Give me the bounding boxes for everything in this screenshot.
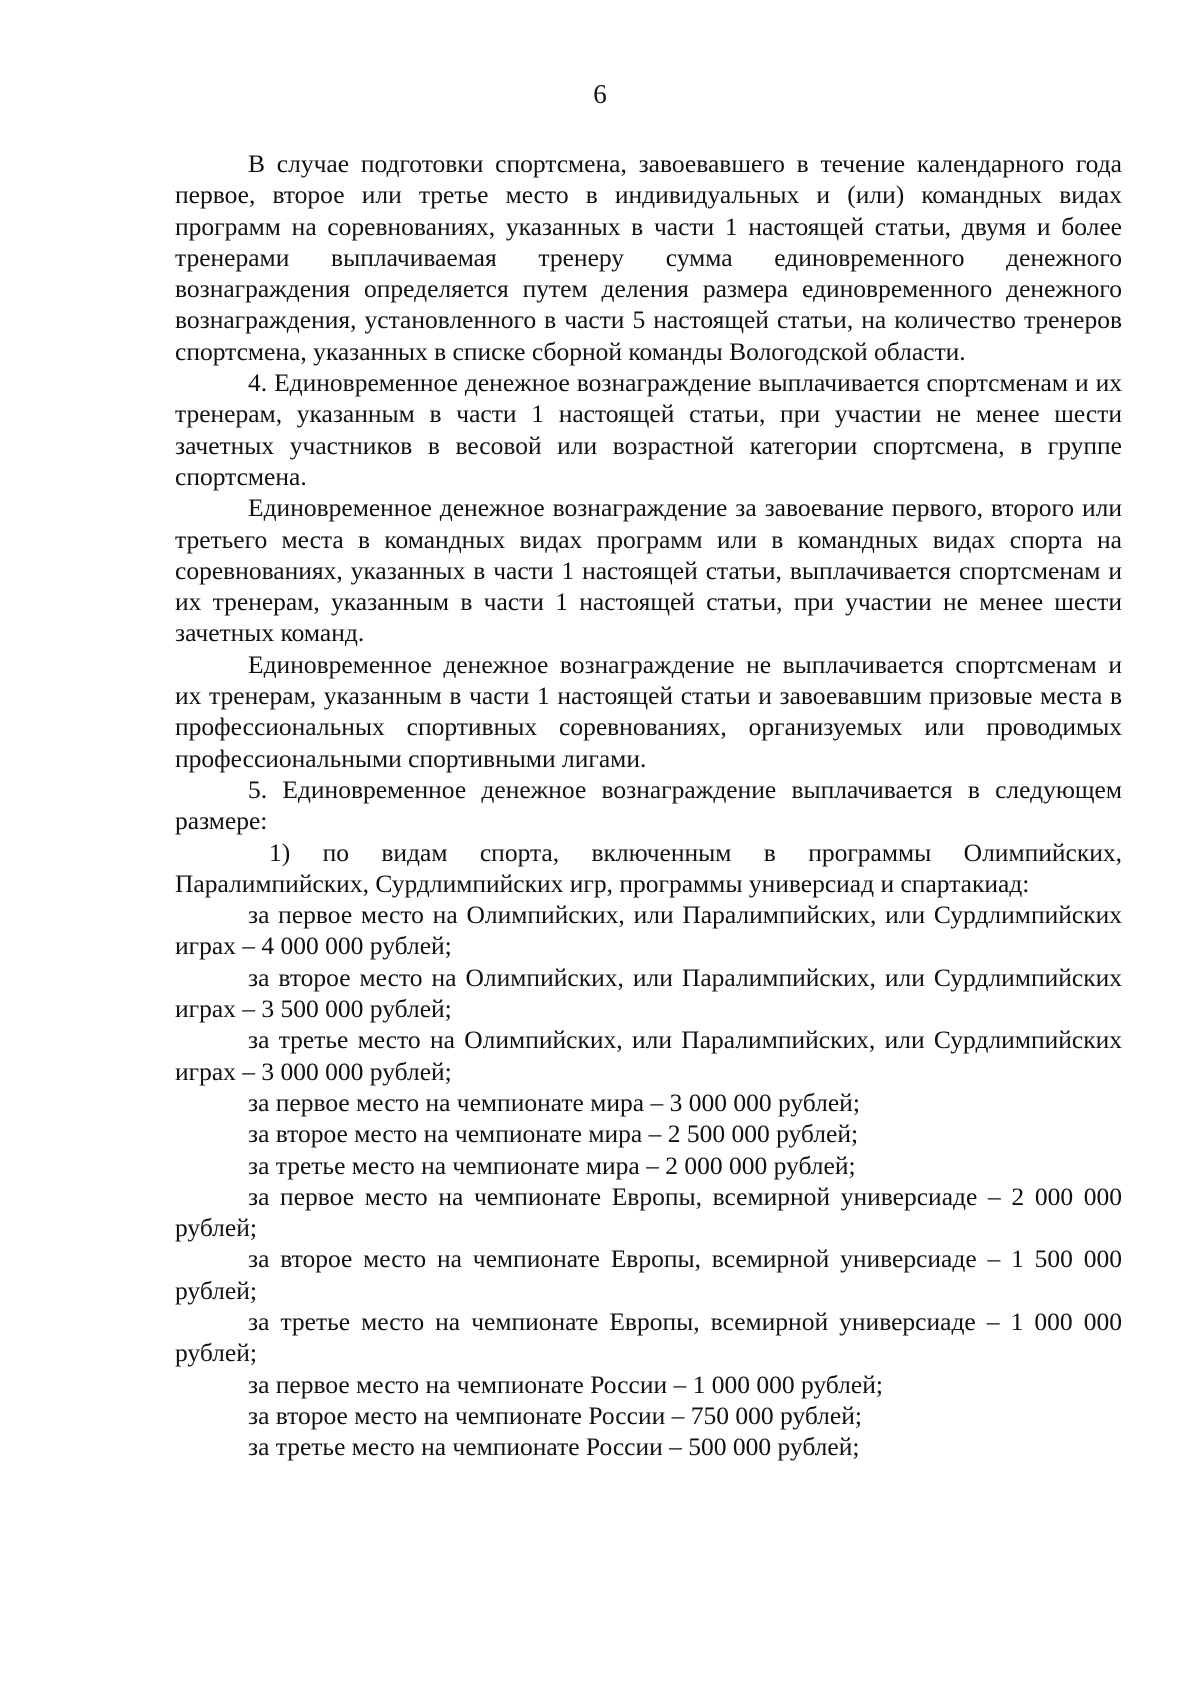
award-europe-third: за третье место на чемпионате Европы, всемирной универсиаде – 1 000 000 рублей; [175,1306,1122,1368]
award-world-first: за первое место на чемпионате мира – 3 000 000 рублей; [248,1087,860,1117]
paragraph-multiple-coaches: В случае подготовки спортсмена, завоевавшего в течение календарного года первое, второе или третье место в индивидуальных и (или) командных видах программ на соревнованиях, указанных в части 1 настоящей статьи, двумя и более тренерами выплачиваемая тренеру сумма единовременного денежного вознаграждения определяется путем деления размера единовременного денежного вознаграждения, установленного в части 5 настоящей статьи, на количество тренеров спортсмена, указанных в списке сборной команды Вологодской области. [175,149,1122,366]
document-body [175,148,1122,1462]
paragraph-section-5: 5. Единовременное денежное вознаграждение выплачивается в следующем размере: [175,774,1122,836]
award-world-second: за второе место на чемпионате мира – 2 500 000 рублей; [248,1119,859,1149]
award-olympic-first: за первое место на Олимпийских, или Паралимпийских, или Сурдлимпийских играх – 4 000 000 рублей; [175,900,1122,961]
award-olympic-second: за второе место на Олимпийских, или Паралимпийских, или Сурдлимпийских играх – 3 500 000 рублей; [175,962,1122,1024]
paragraph-item-1: 1) по видам спорта, включенным в программы Олимпийских, Паралимпийских, Сурдлимпийских игр, программы универсиад и спартакиад: [175,837,1122,898]
award-russia-first: за первое место на чемпионате России – 1 000 000 рублей; [248,1369,883,1399]
page-number: 6 [593,79,607,109]
award-world-third: за третье место на чемпионате мира – 2 000 000 рублей; [248,1150,856,1180]
award-europe-first: за первое место на чемпионате Европы, всемирной универсиаде – 2 000 000 рублей; [175,1181,1122,1243]
paragraph-section-4: 4. Единовременное денежное вознаграждение выплачивается спортсменам и их тренерам, указанным в части 1 настоящей статьи, при участии не менее шести зачетных участников в весовой или возрастной категории спортсмена, в группе спортсмена. [175,368,1122,491]
paragraph-professional-leagues: Единовременное денежное вознаграждение не выплачивается спортсменам и их тренерам, указанным в части 1 настоящей статьи и завоевавшим призовые места в профессиональных спортивных соревнованиях, организуемых или проводимых профессиональными спортивными лигами. [175,649,1122,773]
award-russia-second: за второе место на чемпионате России – 750 000 рублей; [248,1400,862,1430]
award-olympic-third: за третье место на Олимпийских, или Паралимпийских, или Сурдлимпийских играх – 3 000 000 рублей; [175,1025,1122,1086]
paragraph-team-awards: Единовременное денежное вознаграждение за завоевание первого, второго или третьего места в командных видах программ или в командных видах спорта на соревнованиях, указанных в части 1 настоящей статьи, выплачивается спортсменам и их тренерам, указанным в части 1 настоящей статьи, при участии не менее шести зачетных команд. [175,493,1122,648]
award-europe-second: за второе место на чемпионате Европы, всемирной универсиаде – 1 500 000 рублей; [175,1244,1122,1305]
award-russia-third: за третье место на чемпионате России – 500 000 рублей; [248,1432,860,1462]
